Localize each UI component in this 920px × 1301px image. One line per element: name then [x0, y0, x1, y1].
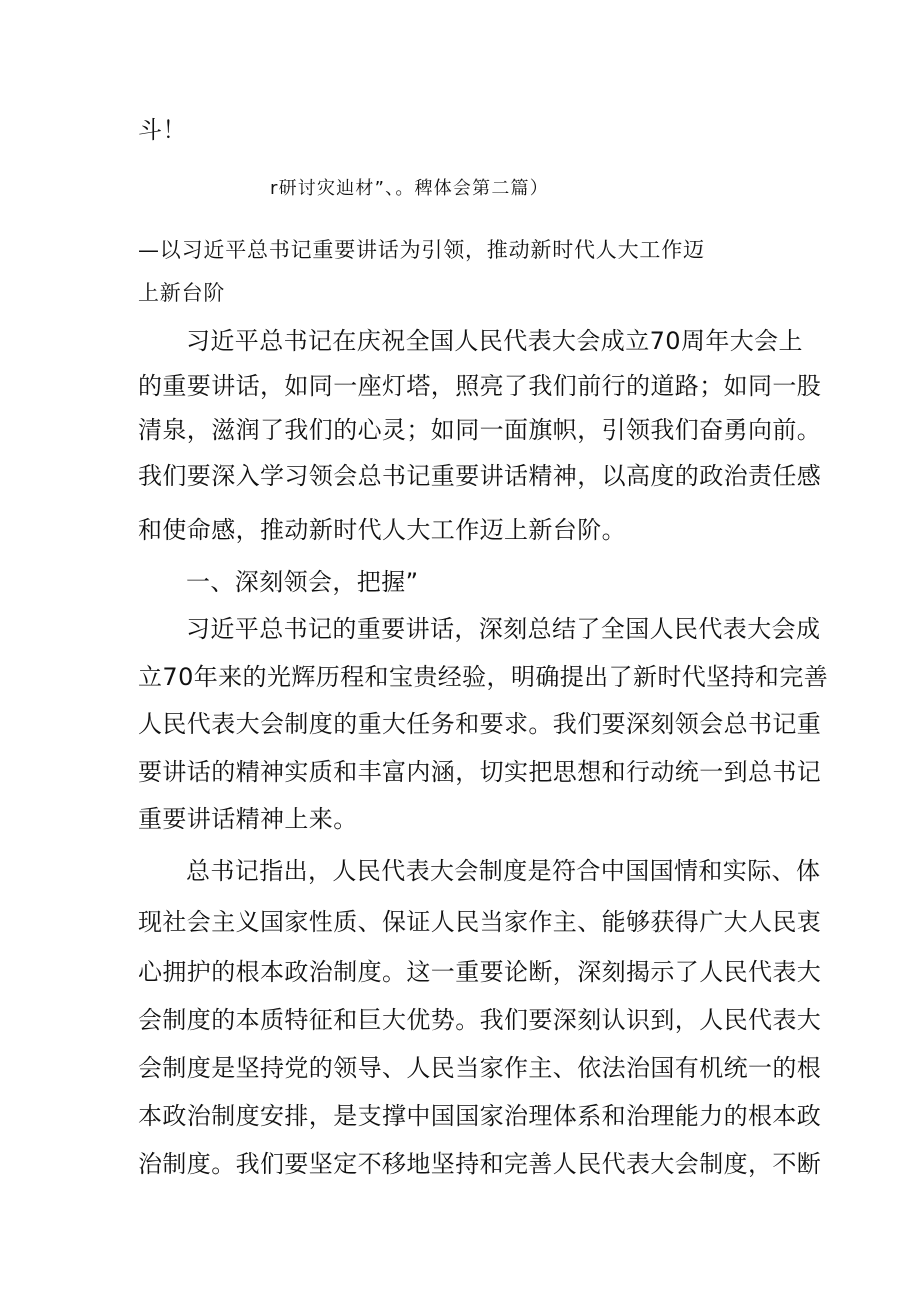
paragraph-1-line-4: 我们要深入学习领会总书记重要讲话精神，以高度的政治责任感: [138, 462, 822, 490]
paragraph-1-line-1: 习近平总书记在庆祝全国人民代表大会成立70周年大会上: [186, 327, 803, 355]
paragraph-3-line-2: 现社会主义国家性质、保证人民当家作主、能够获得广大人民衷: [138, 908, 822, 936]
paragraph-2-line-5: 重要讲话精神上来。: [138, 805, 358, 833]
subtitle-line-1: —以习近平总书记重要讲话为引领，推动新时代人大工作迈: [138, 238, 705, 262]
paragraph-3-line-5: 会制度是坚持党的领导、人民当家作主、依法治国有机统一的根: [138, 1054, 822, 1082]
paragraph-2-line-3: 人民代表大会制度的重大任务和要求。我们要深刻领会总书记重: [138, 710, 822, 738]
paragraph-1-line-5: 和使命感，推动新时代人大工作迈上新台阶。: [138, 516, 626, 544]
text-line-fragment: 斗！: [138, 116, 187, 144]
paragraph-3-line-4: 会制度的本质特征和巨大优势。我们要深刻认识到，人民代表大: [138, 1006, 822, 1034]
paragraph-1-line-2: 的重要讲话，如同一座灯塔，照亮了我们前行的道路；如同一股: [138, 372, 822, 400]
paragraph-3-line-1: 总书记指出，人民代表大会制度是符合中国国情和实际、体: [186, 857, 821, 885]
paragraph-2-line-1: 习近平总书记的重要讲话，深刻总结了全国人民代表大会成: [186, 615, 821, 643]
subtitle-line-2: 上新台阶: [138, 281, 226, 305]
section-caption: r研讨灾辿材”、。稗体会第二篇）: [270, 178, 549, 199]
paragraph-3-line-3: 心拥护的根本政治制度。这一重要论断，深刻揭示了人民代表大: [138, 958, 822, 986]
section-heading-1: 一、深刻领会，把握”: [186, 568, 419, 596]
paragraph-2-line-4: 要讲话的精神实质和丰富内涵，切实把思想和行动统一到总书记: [138, 758, 822, 786]
paragraph-3-line-7: 治制度。我们要坚定不移地坚持和完善人民代表大会制度，不断: [138, 1150, 822, 1178]
paragraph-2-line-2: 立70年来的光辉历程和宝贵经验，明确提出了新时代坚持和完善: [138, 663, 829, 691]
paragraph-1-line-3: 清泉，滋润了我们的心灵；如同一面旗帜，引领我们奋勇向前。: [138, 416, 822, 444]
paragraph-3-line-6: 本政治制度安排，是支撑中国国家治理体系和治理能力的根本政: [138, 1102, 822, 1130]
